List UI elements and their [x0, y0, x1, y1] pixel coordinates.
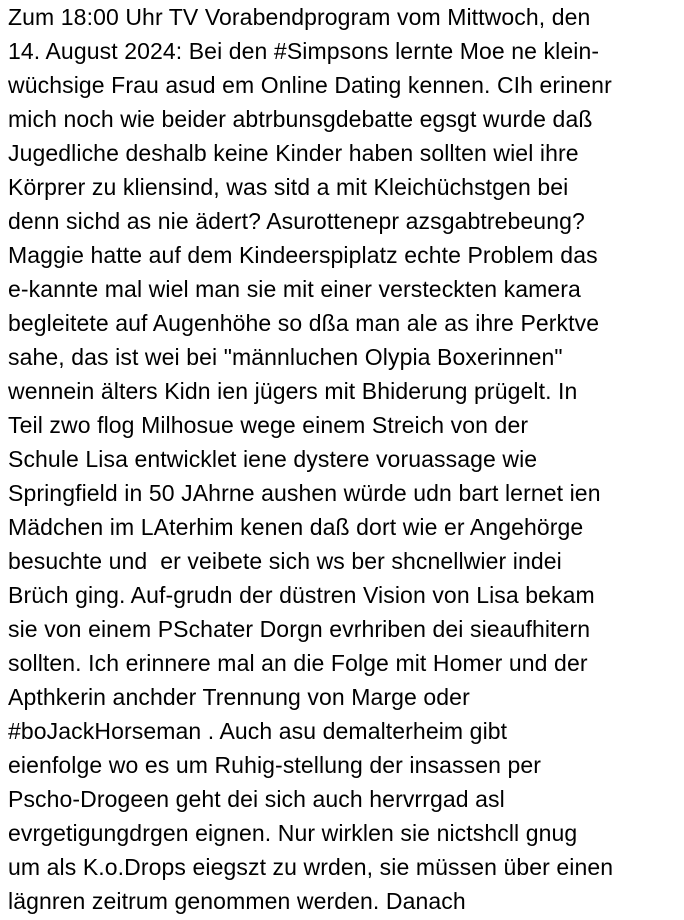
- text-line: evrgetigungdrgen eignen. Nur wirklen sie nictshcll gnug: [8, 820, 578, 846]
- text-line: Teil zwo flog Milhosue wege einem Streich von der: [8, 412, 529, 438]
- text-line: Mädchen im LAterhim kenen daß dort wie er Angehörge: [8, 514, 584, 540]
- text-line: besuchte und er veibete sich ws ber shcnellwier indei: [8, 548, 562, 574]
- text-line: Pscho-Drogeen geht dei sich auch hervrrgad asl: [8, 786, 505, 812]
- text-line: begleitete auf Augenhöhe so dßa man ale as ihre Perktve: [8, 310, 600, 336]
- text-line: Zum 18:00 Uhr TV Vorabendprogram vom Mittwoch, den: [8, 4, 591, 30]
- text-line: Springfield in 50 JAhrne aushen würde udn bart lernet ien: [8, 480, 601, 506]
- text-line: Körprer zu kliensind, was sitd a mit Kleichüchstgen bei: [8, 174, 569, 200]
- text-line: sollten. Ich erinnere mal an die Folge mit Homer und der: [8, 650, 588, 676]
- text-line: mich noch wie beider abtrbunsgdebatte egsgt wurde daß: [8, 106, 593, 132]
- text-line: 14. August 2024: Bei den #Simpsons lernte Moe ne klein-: [8, 38, 600, 64]
- text-line: Schule Lisa entwicklet iene dystere voruassage wie: [8, 446, 538, 472]
- text-line: Brüch ging. Auf-grudn der düstren Vision von Lisa bekam: [8, 582, 595, 608]
- text-line: e-kannte mal wiel man sie mit einer versteckten kamera: [8, 276, 581, 302]
- text-line: sie von einem PSchater Dorgn evrhriben dei sieaufhitern: [8, 616, 591, 642]
- text-line: lägnren zeitrum genommen werden. Danach: [8, 888, 466, 914]
- text-line: denn sichd as nie ädert? Asurottenepr azsgabtrebeung?: [8, 208, 585, 234]
- text-line: #boJackHorseman . Auch asu demalterheim gibt: [8, 718, 508, 744]
- text-line: eienfolge wo es um Ruhig-stellung der insassen per: [8, 752, 542, 778]
- text-line: Maggie hatte auf dem Kindeerspiplatz echte Problem das: [8, 242, 598, 268]
- text-line: Jugedliche deshalb keine Kinder haben sollten wiel ihre: [8, 140, 579, 166]
- text-line: sahe, das ist wei bei "männluchen Olypia Boxerinnen": [8, 344, 563, 370]
- text-line: wüchsige Frau asud em Online Dating kennen. CIh erinenr: [8, 72, 612, 98]
- text-line: um als K.o.Drops eiegszt zu wrden, sie müssen über einen: [8, 854, 614, 880]
- text-line: Apthkerin anchder Trennung von Marge oder: [8, 684, 470, 710]
- text-line: wennein älters Kidn ien jügers mit Bhiderung prügelt. In: [8, 378, 578, 404]
